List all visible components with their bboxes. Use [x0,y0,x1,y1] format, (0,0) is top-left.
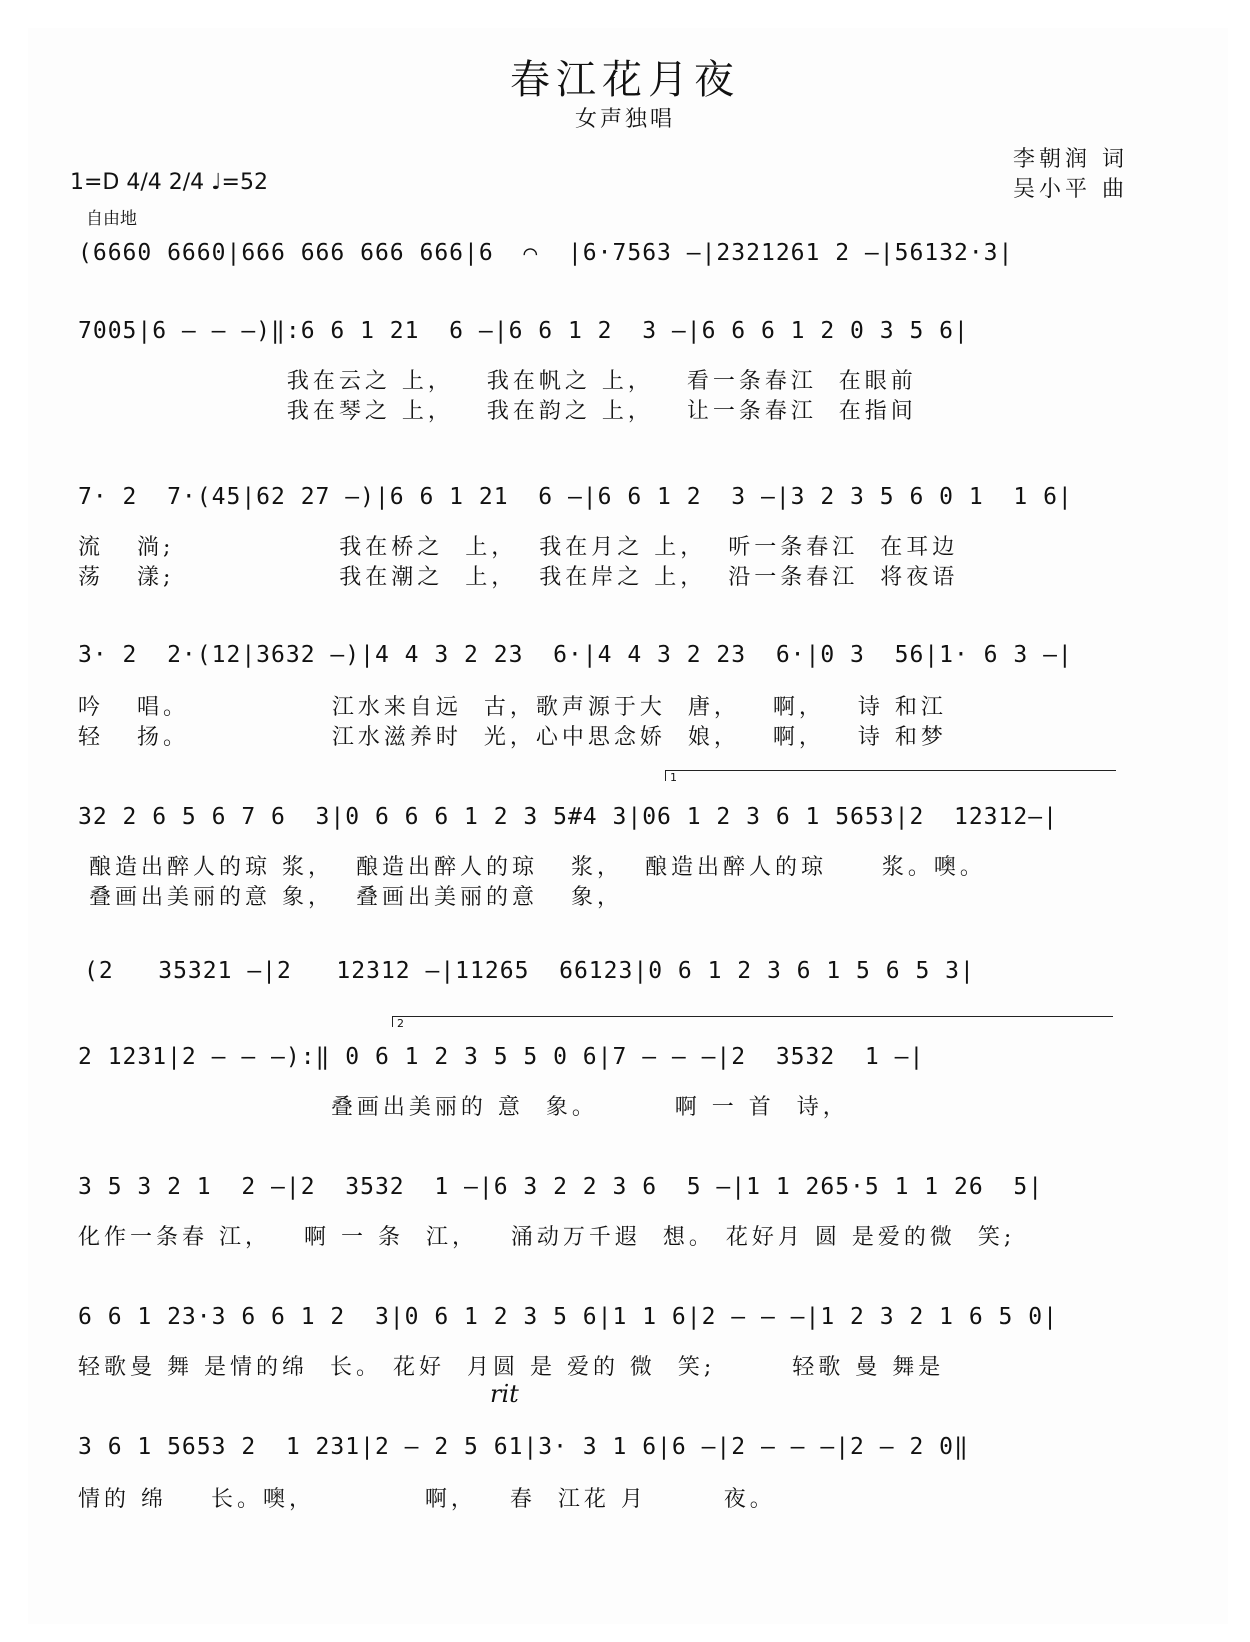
lyric-verse-2: 我在琴之 上， 我在韵之 上， 让一条春江 在指间 [78,399,917,424]
lyric-verse-1: 吟 唱。 江水来自远 古，歌声源于大 唐， 啊， 诗 和江 [78,695,947,720]
composer-credit: 吴小平 曲 [1013,177,1128,202]
lyric-verse-1: 化作一条春 江， 啊 一 条 江， 涌动万千遐 想。 花好月 圆 是爱的微 笑; [78,1225,1016,1250]
score-page [28,28,1228,1624]
notation-line: 7005|6 — — —)‖:6 6 1 21 6 —|6 6 1 2 3 —|6 6 6 1 2 0 3 5 6| [78,318,969,344]
lyric-verse-2: 叠画出美丽的意 象， 叠画出美丽的意 象， [78,885,623,910]
notation-line: 3 6 1 5653 2 1 231|2 — 2 5 61|3· 3 1 6|6 —|2 — — —|2 — 2 0‖ [78,1434,969,1460]
lyricist-credit: 李朝润 词 [1013,147,1128,172]
notation-line: 3· 2 2·(12|3632 —)|4 4 3 2 23 6·|4 4 3 2 23 6·|0 3 56|1· 6 3 —| [78,642,1073,668]
notation-line: 7· 2 7·(45|62 27 —)|6 6 1 21 6 —|6 6 1 2 3 —|3 2 3 5 6 0 1 1 6| [78,484,1073,510]
lyric-verse-1: 轻歌曼 舞 是情的绵 长。 花好 月圆 是 爱的 微 笑; 轻歌 曼 舞是 [78,1355,945,1380]
song-subtitle: 女声独唱 [574,107,675,132]
key-time-tempo: 1=D 4/4 2/4 ♩=52 [70,170,268,195]
lyric-verse-2: 荡 漾; 我在潮之 上， 我在岸之 上， 沿一条春江 将夜语 [78,565,959,590]
expression-marking: 自由地 [86,209,137,229]
lyric-verse-1: 酿造出醉人的琼 浆， 酿造出醉人的琼 浆， 酿造出醉人的琼 浆。噢。 [78,855,986,880]
notation-line: (6660 6660|666 666 666 666|6 ⌒ |6·7563 —|2321261 2 —|56132·3| [78,240,1014,266]
notation-line: 2 1231|2 — — —):‖ 0 6 1 2 3 5 5 0 6|7 — — —|2 3532 1 —| [78,1044,925,1070]
notation-line: 6 6 1 23·3 6 6 1 2 3|0 6 1 2 3 5 6|1 1 6|2 — — —|1 2 3 2 1 6 5 0| [78,1304,1058,1330]
ritardando-marking: rit [490,1380,519,1408]
lyric-verse-2: 轻 扬。 江水滋养时 光，心中思念娇 娘， 啊， 诗 和梦 [78,725,947,750]
notation-line: 32 2 6 5 6 7 6 3|0 6 6 6 1 2 3 5#4 3|06 1 2 3 6 1 5653|2 12312—| [78,804,1058,830]
song-title: 春江花月夜 [510,57,740,103]
lyric-verse-1: 情的 绵 长。噢， 啊， 春 江花 月 夜。 [78,1487,776,1512]
first-ending-bracket: 1 [665,770,1116,781]
lyric-verse-1: 叠画出美丽的 意 象。 啊 一 首 诗， [78,1095,849,1120]
second-ending-bracket: 2 [392,1016,1113,1027]
lyric-verse-1: 我在云之 上， 我在帆之 上， 看一条春江 在眼前 [78,369,917,394]
lyric-verse-1: 流 淌; 我在桥之 上， 我在月之 上， 听一条春江 在耳边 [78,535,959,560]
notation-line: 3 5 3 2 1 2 —|2 3532 1 —|6 3 2 2 3 6 5 —|1 1 265·5 1 1 26 5| [78,1174,1044,1200]
notation-line: (2 35321 —|2 12312 —|11265 66123|0 6 1 2 3 6 1 5 6 5 3| [84,958,975,984]
